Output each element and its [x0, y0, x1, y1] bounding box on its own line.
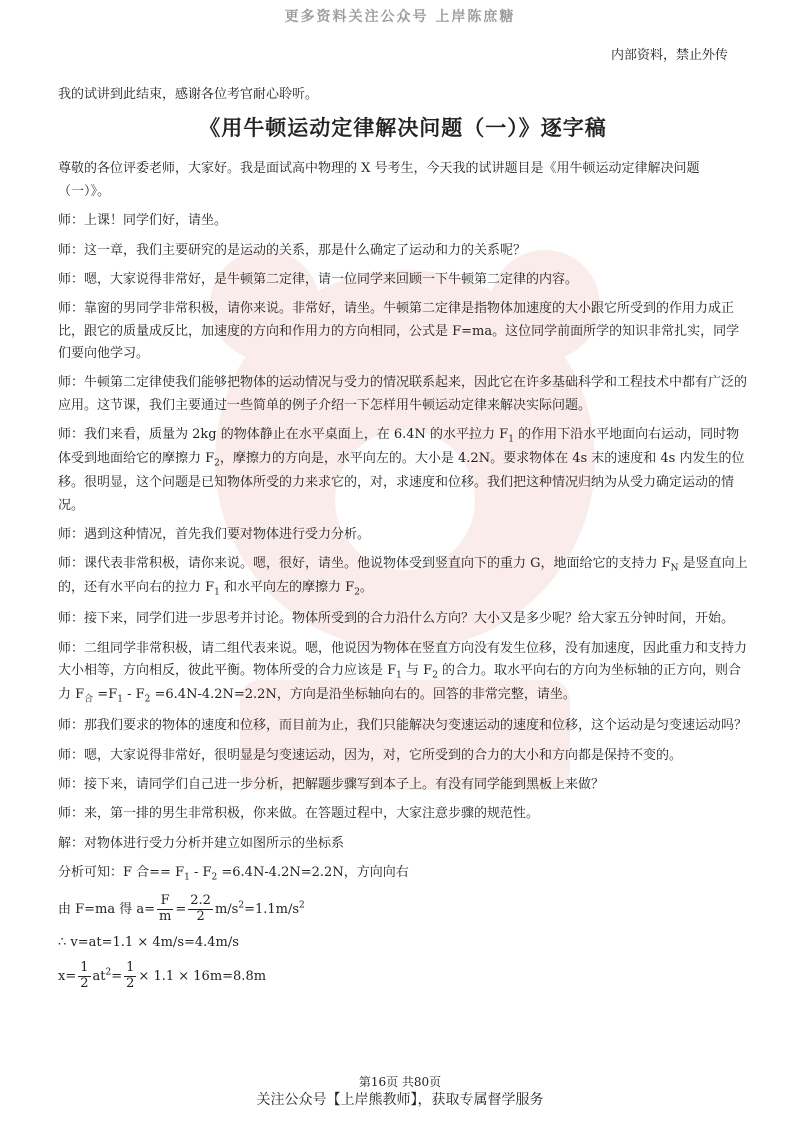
page-title: 《用牛顿运动定律解决问题（一）》逐字稿: [199, 116, 607, 141]
paragraph: 师：上课！同学们好，请坐。: [58, 213, 228, 229]
paragraph: 师：来，第一排的男生非常积极，你来做。在答题过程中，大家注意步骤的规范性。: [58, 806, 540, 822]
paragraph: 师：这一章，我们主要研究的是运动的关系，那是什么确定了运动和力的关系呢？: [58, 242, 527, 258]
fraction: $\frac{2.2}{2}$: [190, 892, 211, 924]
page-number: 第16页 共80页: [358, 1075, 442, 1089]
paragraph-example-problem: 师：我们来看，质量为 2kg 的物体静止在水平桌面上，在 6.4N 的水平拉力 $F_1$ 的作用下沿水平地面向右运动，同时物体受到地面给它的摩擦力 $F_2$，摩擦力的方向是，水平向左的。大小是 4.2N。要求物体在 4s 末的速度和 4s 内发生的位移。很明显，这个问题是已知物体所受的力来求它的，对，求速度和位移。我们把这种情况归纳为从受力确定运动的情况。: [58, 427, 745, 513]
solution-displacement: x= $\frac{1}{2}$ $at^2=$ $\frac{1}{2}$ × 1.1 × 16m=8.8m: [58, 960, 267, 992]
paragraph: 师：靠窗的男同学非常积极，请你来说。非常好，请坐。牛顿第二定律是指物体加速度的大小跟它所受到的作用力成正比，跟它的质量成反比，加速度的方向和作用力的方向相同，公式是 F=ma。这位同学前面所学的知识非常扎实，同学们要向他学习。: [58, 301, 740, 361]
internal-note: 内部资料，禁止外传: [610, 48, 728, 63]
fraction: $\frac{1}{2}$: [126, 960, 135, 992]
paragraph: 尊敬的各位评委老师，大家好。我是面试高中物理的 X 号考生，今天我的试讲题目是《用牛顿运动定律解决问题（一）》。: [58, 161, 700, 199]
paragraph: 师：遇到这种情况，首先我们要对物体进行受力分析。: [58, 526, 371, 542]
paragraph: 师：接下来，同学们进一步思考并讨论。物体所受到的合力沿什么方向？大小又是多少呢？给大家五分钟时间，开始。: [58, 611, 735, 627]
paragraph-force-analysis: 师：课代表非常积极，请你来说。嗯，很好，请坐。他说物体受到竖直向下的重力 G，地面给它的支持力 $F_N$ 是竖直向上的，还有水平向右的拉力 $F_1$ 和水平向左的摩擦力 $F_2$。: [58, 556, 748, 598]
fraction: $\frac{F}{m}$: [159, 892, 172, 924]
solution-acceleration: 由 F=ma 得 a= $\frac{F}{m}$ = $\frac{2.2}{2}$ $m/s^2=1.1m/s^2$: [58, 892, 305, 924]
fraction: $\frac{1}{2}$: [80, 960, 89, 992]
paragraph: 师：那我们要求的物体的速度和位移，而目前为止，我们只能解决匀变速运动的速度和位移，这个运动是匀变速运动吗？: [58, 718, 748, 734]
paragraph-net-force: 师：二组同学非常积极，请二组代表来说。嗯，他说因为物体在竖直方向没有发生位移，没有加速度，因此重力和支持力大小相等，方向相反，彼此平衡。物体所受的合力应该是 $F_1$ 与 $F_2$ 的合力。取水平向右的方向为坐标轴的正方向，则合力 $F_合 =F_1 - F_2 =6.4N-4.2N=2.2N$，方向是沿坐标轴向右的。回答的非常完整，请坐。: [58, 640, 748, 705]
top-watermark: 更多资料关注公众号 上岸陈庶糖: [284, 9, 516, 25]
solution-velocity: ∴ v=at=1.1 × 4m/s=4.4m/s: [58, 934, 239, 950]
paragraph: 师：牛顿第二定律使我们能够把物体的运动情况与受力的情况联系起来，因此它在许多基础科学和工程技术中都有广泛的应用。这节课，我们主要通过一些简单的例子介绍一下怎样用牛顿运动定律来解决实际问题。: [58, 375, 748, 413]
closing-line: 我的试讲到此结束，感谢各位考官耐心聆听。: [58, 87, 319, 102]
solution-line: 解：对物体进行受力分析并建立如图所示的坐标系: [58, 835, 345, 851]
paragraph: 师：嗯，大家说得非常好，很明显是匀变速运动，因为，对，它所受到的合力的大小和方向都是保持不变的。: [58, 747, 683, 763]
paragraph: 师：嗯，大家说得非常好，是牛顿第二定律，请一位同学来回顾一下牛顿第二定律的内容。: [58, 271, 579, 287]
footer-promo: 关注公众号【上岸熊教师】，获取专属督学服务: [256, 1092, 544, 1108]
paragraph: 师：接下来，请同学们自己进一步分析，把解题步骤写到本子上。有没有同学能到黑板上来做？: [58, 776, 605, 792]
document-body: [58, 84, 748, 999]
solution-net-force: 分析可知：F 合== $F_1 - F_2 =6.4N-4.2N=2.2N$，方向向右: [58, 865, 409, 884]
